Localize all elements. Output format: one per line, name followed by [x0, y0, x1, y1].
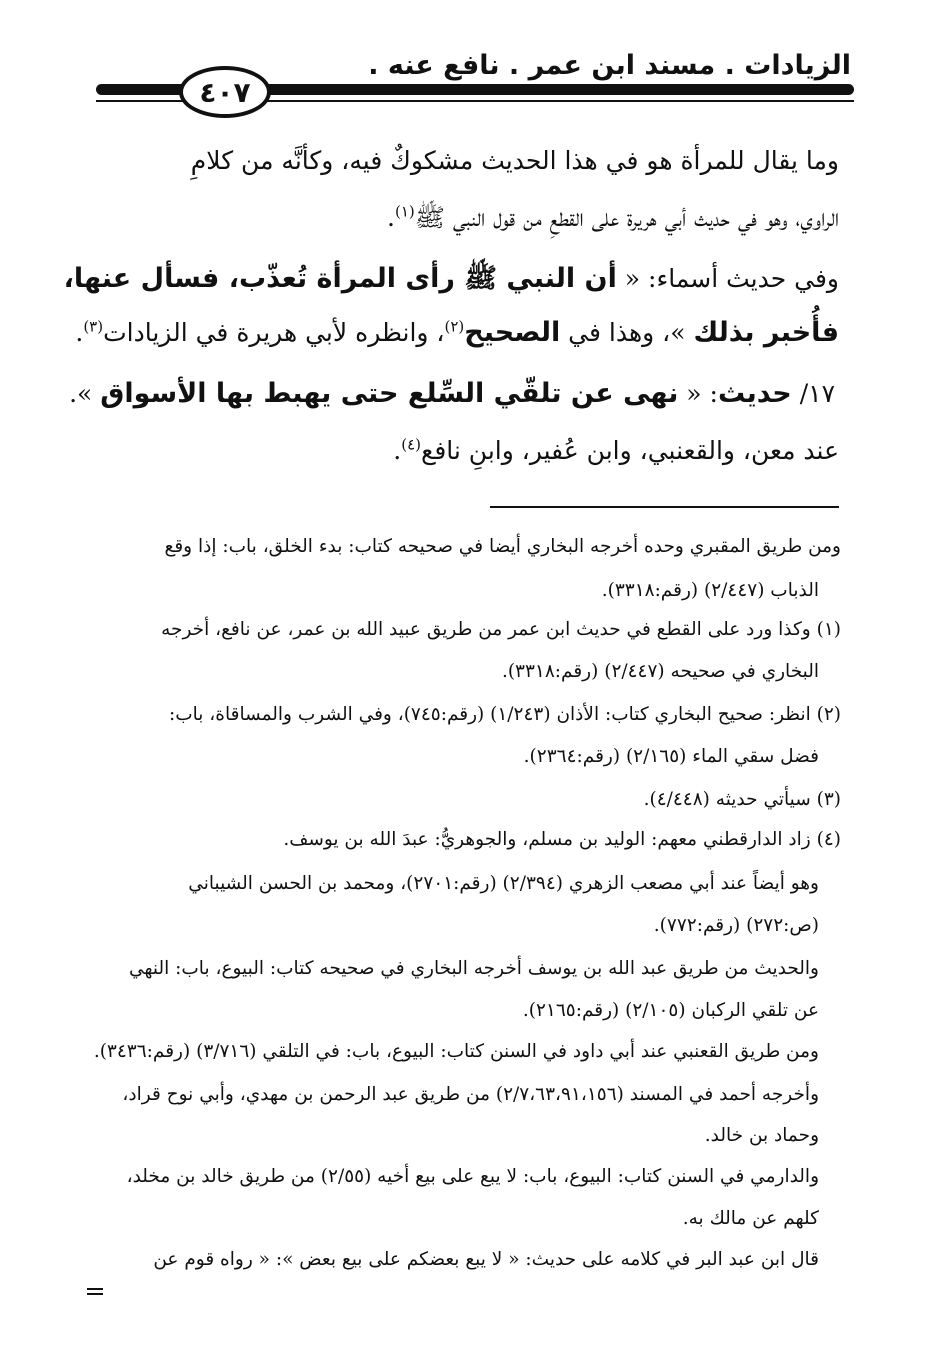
hadith-17-text: نهى عن تلقّي السِّلع حتى يهبط بها الأسواق: [100, 378, 679, 409]
footnote-line: الذباب (٢/٤٤٧) (رقم:٣٣١٨).: [601, 580, 819, 601]
footnote-3: (٣) سيأتي حديثه (٤/٤٤٨).: [643, 789, 841, 810]
footnote-line: وأخرجه أحمد في المسند (٢/٧،٦٣،٩١،١٥٦) من طريق عبد الرحمن بن مهدي، وأبي نوح قراد،: [122, 1084, 819, 1105]
body-line-3-intro: وفي حديث أسماء: «: [616, 264, 839, 293]
footnote-ref-4: (٤): [401, 435, 422, 454]
body-line-6-end: .: [393, 436, 402, 465]
body-line-2-text: الراوي، وهو في حديث أبي هريرة على القطعِ من قول النبي ﷺ: [414, 203, 839, 232]
body-line-2: [387, 202, 839, 235]
body-line-2-end: .: [387, 203, 395, 232]
body-line-4-rest: ، وانظره لأبي هريرة في الزيادات: [103, 318, 445, 347]
continuation-mark: [87, 1288, 103, 1295]
footnote-1: (١) وكذا ورد على القطع في حديث ابن عمر من طريق عبيد الله بن عمر، عن نافع، أخرجه: [161, 619, 841, 640]
sahih-label: الصحيح: [464, 317, 561, 348]
hadith-label: حديث: [717, 378, 792, 409]
body-line-3: [64, 261, 839, 296]
footnote-line: فضل سقي الماء (٢/١٦٥) (رقم:٢٣٦٤).: [523, 746, 819, 767]
hadith-number: ١٧/: [791, 379, 835, 408]
footnote-ref-1: (١): [395, 202, 415, 221]
body-line-4: [75, 315, 839, 350]
footnote-line: عن تلقي الركبان (٢/١٠٥) (رقم:٢١٦٥).: [522, 1000, 819, 1021]
footnote-separator: [490, 506, 839, 508]
footnote-ref-3: (٣): [83, 317, 104, 336]
footnote-line: (ص:٢٧٢) (رقم:٧٧٢).: [653, 915, 819, 936]
footnote-2: (٢) انظر: صحيح البخاري كتاب: الأذان (١/٢٤٣) (رقم:٧٤٥)، وفي الشرب والمساقاة، باب:: [168, 704, 841, 725]
page-number: ٤٠٧: [179, 66, 271, 118]
footnote-line: وحماد بن خالد.: [704, 1125, 819, 1146]
body-line-6: [393, 435, 839, 468]
body-line-4-end: .: [75, 318, 84, 347]
footnote-line: ومن طريق القعنبي عند أبي داود في السنن كتاب: البيوع، باب: في التلقي (٣/٧١٦) (رقم:٣٤٣٦).: [93, 1041, 819, 1062]
footnote-line: والحديث من طريق عبد الله بن يوسف أخرجه البخاري في صحيحه كتاب: البيوع، باب: النهي: [128, 958, 819, 979]
footnote-line: والدارمي في السنن كتاب: البيوع، باب: لا يبع على بيع أخيه (٢/٥٥) من طريق خالد بن مخلد،: [126, 1166, 819, 1187]
hadith-open-quote: : «: [678, 379, 718, 408]
body-line-1: وما يقال للمرأة هو في هذا الحديث مشكوكٌ فيه، وكأنَّه من كلامِ: [190, 146, 839, 175]
hadith-17-line: [69, 376, 835, 411]
running-header-title: الزيادات . مسند ابن عمر . نافع عنه .: [368, 50, 851, 81]
hadith-asma-text-end: فأُخبر بذلك: [693, 317, 839, 348]
footnote-line: كلهم عن مالك به.: [682, 1208, 819, 1229]
footnote-line: قال ابن عبد البر في كلامه على حديث: « لا يبع بعضكم على بيع بعض »: « رواه قوم عن: [153, 1249, 819, 1270]
narrators-list: عند معن، والقعنبي، وابن عُفير، وابنِ نافع: [421, 436, 839, 465]
body-line-4-mid: »، وهذا في: [560, 318, 694, 347]
footnote-4: (٤) زاد الدارقطني معهم: الوليد بن مسلم، والجوهريُّ: عبدَ الله بن يوسف.: [283, 829, 841, 850]
footnote-line: ومن طريق المقبري وحده أخرجه البخاري أيضا في صحيحه كتاب: بدء الخلق، باب: إذا وقع: [164, 536, 841, 557]
hadith-asma-text: أن النبي ﷺ رأى المرأة تُعذّب، فسأل عنها،: [63, 263, 617, 294]
footnote-line: وهو أيضاً عند أبي مصعب الزهري (٢/٣٩٤) (رقم:٢٧٠١)، ومحمد بن الحسن الشيباني: [188, 873, 819, 894]
hadith-close-quote: ».: [69, 379, 101, 408]
footnote-ref-2: (٢): [444, 317, 465, 336]
footnote-line: البخاري في صحيحه (٢/٤٤٧) (رقم:٣٣١٨).: [501, 661, 819, 682]
